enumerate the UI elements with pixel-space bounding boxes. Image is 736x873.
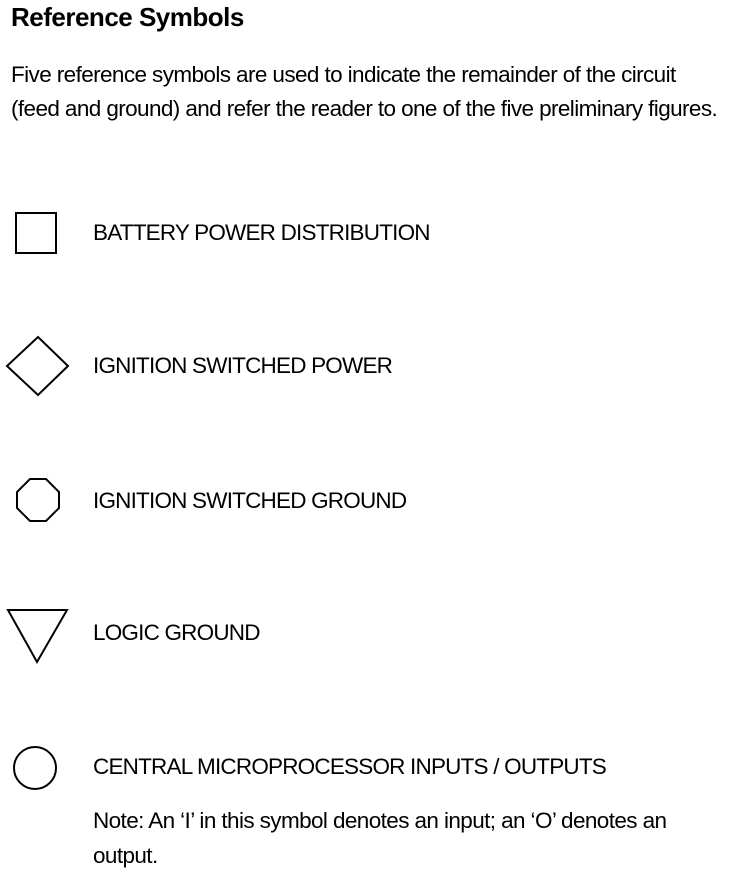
symbol-row-battery-power xyxy=(0,205,736,265)
page-title: Reference Symbols xyxy=(11,2,244,32)
octagon-icon xyxy=(0,470,70,530)
symbol-label-battery-power: BATTERY POWER DISTRIBUTION xyxy=(93,220,430,245)
triangle-down-icon xyxy=(0,605,70,669)
symbol-label-logic-ground: LOGIC GROUND xyxy=(93,620,260,645)
symbol-label-ignition-ground: IGNITION SWITCHED GROUND xyxy=(93,488,407,513)
diamond-icon xyxy=(0,334,70,398)
symbol-label-ignition-power: IGNITION SWITCHED POWER xyxy=(93,353,393,378)
circle-icon xyxy=(0,738,70,798)
symbol-row-logic-ground xyxy=(0,605,736,665)
symbol-row-ignition-power xyxy=(0,334,736,394)
note-text: Note: An ‘I’ in this symbol denotes an input; an ‘O’ denotes an output. xyxy=(93,808,667,868)
square-icon xyxy=(0,205,70,265)
symbol-row-microprocessor-io xyxy=(0,738,736,798)
intro-paragraph: Five reference symbols are used to indicate the remainder of the circuit (feed and ground) and refer the reader to one of the five preliminary figures. xyxy=(11,62,718,121)
symbol-label-microprocessor-io: CENTRAL MICROPROCESSOR INPUTS / OUTPUTS xyxy=(93,754,607,779)
symbol-row-ignition-ground xyxy=(0,470,736,530)
